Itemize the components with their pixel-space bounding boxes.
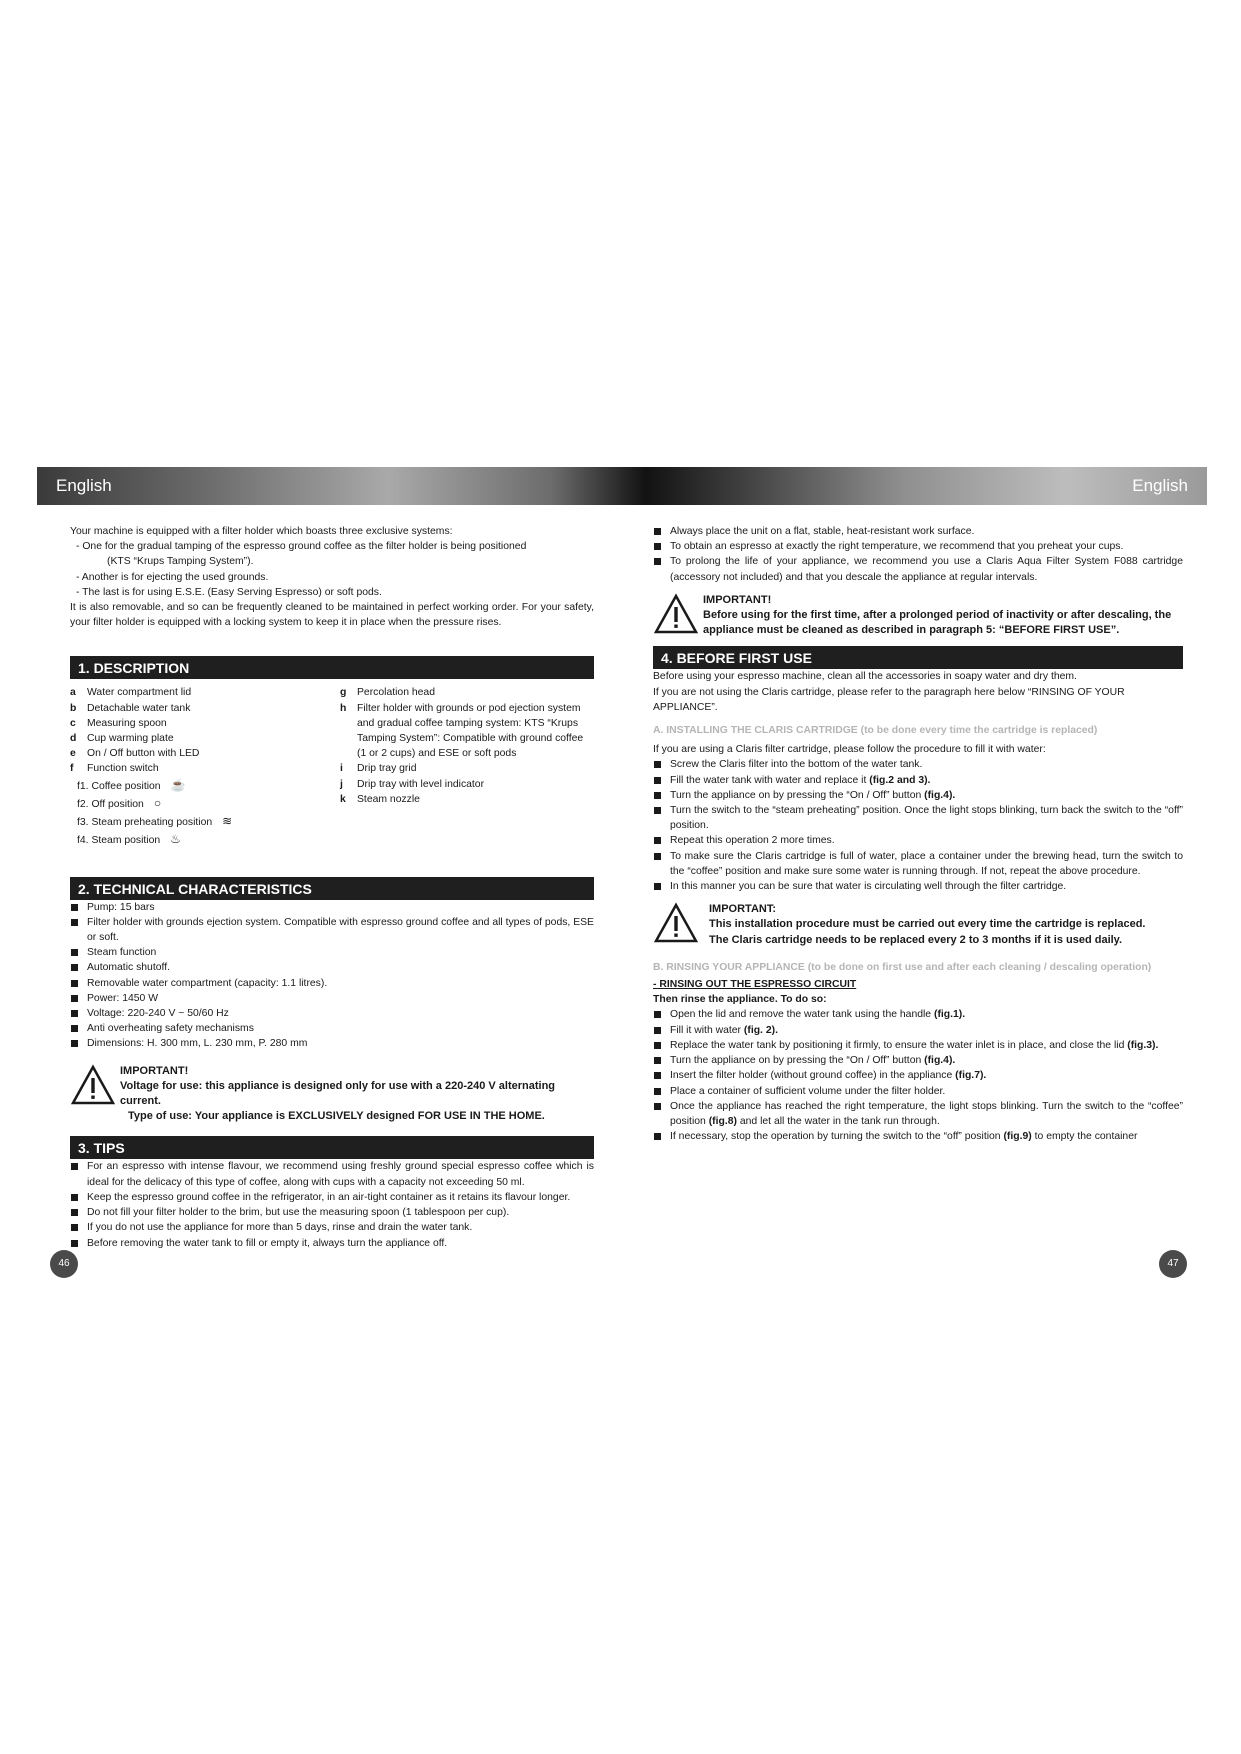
list-item xyxy=(70,960,594,975)
bullet-square xyxy=(71,1209,78,1216)
list-item-text: Power: 1450 W xyxy=(87,992,159,1004)
list-item-text: If necessary, stop the operation by turning the switch to the “off” position xyxy=(670,1131,1004,1143)
list-item xyxy=(653,757,1183,772)
bullet-square xyxy=(71,1163,78,1170)
language-label-right: English xyxy=(1132,476,1188,495)
item-label: On / Off button with LED xyxy=(87,748,200,760)
bullet-square xyxy=(71,1240,78,1247)
list-item-text: Removable water compartment (capacity: 1.1 litres). xyxy=(87,977,328,989)
list-item xyxy=(70,1021,594,1036)
warning-title: IMPORTANT: xyxy=(709,903,777,916)
warning-triangle-icon xyxy=(653,593,699,635)
circle-icon: ○ xyxy=(153,795,162,810)
section-heading-technical: 2. TECHNICAL CHARACTERISTICS xyxy=(70,877,594,900)
list-item-text: Before removing the water tank to fill or empty it, always turn the appliance off. xyxy=(87,1237,448,1249)
description-item xyxy=(70,716,324,731)
list-item xyxy=(653,1007,1183,1022)
bullet-square xyxy=(71,1224,78,1231)
list-item xyxy=(653,773,1183,788)
paragraph: Before using your espresso machine, clean all the accessories in soapy water and dry them. xyxy=(653,671,1077,683)
item-label: Measuring spoon xyxy=(87,717,167,729)
list-item-text: Automatic shutoff. xyxy=(87,962,170,974)
warning-text: Before using for the first time, after a prolonged period of inactivity or after descaling, the appliance must be cleaned as described in paragraph 5: “BEFORE FIRST USE”. xyxy=(703,609,1172,637)
list-item-text: Turn the switch to the “steam preheating” position. Once the light stops blinking, turn back the switch to the “off” position. xyxy=(670,805,1183,832)
tips-list xyxy=(70,1159,594,1250)
bullet-square xyxy=(654,1011,661,1018)
list-item-text: Repeat this operation 2 more times. xyxy=(670,835,835,847)
description-item xyxy=(70,746,324,761)
bullet-square xyxy=(654,558,661,565)
page-number-right: 47 xyxy=(1159,1250,1187,1278)
list-item xyxy=(70,900,594,915)
subheading-circuit: - RINSING OUT THE ESPRESSO CIRCUIT xyxy=(653,979,857,991)
list-item xyxy=(70,1006,594,1021)
list-item-text: Screw the Claris filter into the bottom of the water tank. xyxy=(670,759,923,771)
description-item xyxy=(340,685,594,700)
list-item xyxy=(70,1236,594,1251)
bullet-square xyxy=(654,883,661,890)
figure-ref: (fig.3). xyxy=(1127,1039,1159,1051)
figure-ref: (fig.7). xyxy=(955,1070,987,1082)
bullet-square xyxy=(654,543,661,550)
bullet-square xyxy=(71,1025,78,1032)
list-item xyxy=(653,1068,1183,1083)
subheading-rinsing: B. RINSING YOUR APPLIANCE (to be done on first use and after each cleaning / descaling operation) xyxy=(653,961,1152,973)
warning-text: Voltage for use: this appliance is designed only for use with a 220-240 V alternating current. xyxy=(120,1079,556,1108)
list-item-text: To prolong the life of your appliance, we recommend you use a Claris Aqua Filter System F088 cartridge (accessory not included) and that you descale the appliance at regular intervals. xyxy=(670,556,1183,583)
section-heading-description: 1. DESCRIPTION xyxy=(70,656,594,679)
description-list xyxy=(70,685,594,848)
description-item xyxy=(340,701,594,762)
list-item-text: Fill it with water xyxy=(670,1024,744,1036)
bullet-square xyxy=(71,1010,78,1017)
paragraph: If you are not using the Claris cartridge, please refer to the paragraph here below “RINSING OF YOUR APPLIANCE”. xyxy=(653,686,1125,713)
description-item xyxy=(340,761,594,776)
steam-cloud-icon: ♨ xyxy=(170,831,181,846)
list-item-text: Steam function xyxy=(87,947,157,959)
item-key: e xyxy=(70,748,76,760)
item-label: Water compartment lid xyxy=(87,687,192,699)
list-item xyxy=(653,1053,1183,1068)
warning-title: IMPORTANT! xyxy=(703,593,772,606)
item-key: f xyxy=(70,763,74,775)
warning-triangle-icon xyxy=(653,902,699,944)
list-item xyxy=(653,1038,1183,1053)
bullet-square xyxy=(71,995,78,1002)
bullet-square xyxy=(654,792,661,799)
list-item xyxy=(70,1205,594,1220)
list-item xyxy=(70,1190,594,1205)
list-item-text: Replace the water tank by positioning it firmly, to ensure the water inlet is in place, and close the lid xyxy=(670,1039,1128,1051)
warning-box xyxy=(653,593,1183,639)
list-item xyxy=(653,803,1183,833)
list-item-text: Turn the appliance on by pressing the “On / Off” button xyxy=(670,789,925,801)
item-label: Detachable water tank xyxy=(87,702,191,714)
function-position-item xyxy=(70,795,324,813)
intro-bullet: - One for the gradual tamping of the espresso ground coffee as the filter holder is being positioned xyxy=(76,541,527,553)
section-heading-tips: 3. TIPS xyxy=(70,1136,594,1159)
warning-box xyxy=(70,1064,594,1125)
left-page xyxy=(70,524,594,1251)
paragraph: Then rinse the appliance. To do so: xyxy=(653,994,827,1006)
subheading-installing: A. INSTALLING THE CLARIS CARTRIDGE (to be done every time the cartridge is replaced) xyxy=(653,725,1098,737)
section-heading-before-first-use: 4. BEFORE FIRST USE xyxy=(653,646,1183,669)
technical-list xyxy=(70,900,594,1052)
item-key: d xyxy=(70,733,77,745)
list-item-text: Pump: 15 bars xyxy=(87,901,155,913)
language-label-left: English xyxy=(56,476,112,495)
description-item xyxy=(340,792,594,807)
rinsing-steps xyxy=(653,1007,1183,1144)
list-item-text: Turn the appliance on by pressing the “On / Off” button xyxy=(670,1055,925,1067)
function-position-item xyxy=(70,813,324,831)
list-item-text: If you do not use the appliance for more than 5 days, rinse and drain the water tank. xyxy=(87,1222,473,1234)
bullet-square xyxy=(71,919,78,926)
list-item xyxy=(70,991,594,1006)
bullet-square xyxy=(654,837,661,844)
warning-triangle-icon xyxy=(70,1064,116,1106)
intro-bullet: - The last is for using E.S.E. (Easy Serving Espresso) or soft pods. xyxy=(76,586,382,598)
figure-ref: (fig.1). xyxy=(933,1009,966,1021)
list-item xyxy=(653,539,1183,554)
list-item-text: In this manner you can be sure that water is circulating well through the filter cartridge. xyxy=(670,881,1067,893)
list-item xyxy=(70,1036,594,1051)
bullet-square xyxy=(654,853,661,860)
description-item xyxy=(340,777,594,792)
installing-steps xyxy=(653,757,1183,894)
item-label: f1. Coffee position xyxy=(77,780,161,792)
warning-text: This installation procedure must be carried out every time the cartridge is replaced. xyxy=(709,918,1146,931)
bullet-square xyxy=(71,1194,78,1201)
bullet-square xyxy=(654,807,661,814)
list-item xyxy=(653,788,1183,803)
warning-text: Type of use: Your appliance is EXCLUSIVELY designed FOR USE IN THE HOME. xyxy=(128,1110,545,1123)
description-item xyxy=(70,731,324,746)
item-label: Steam nozzle xyxy=(357,793,420,805)
intro-paragraph: Your machine is equipped with a filter holder which boasts three exclusive systems: xyxy=(70,526,453,537)
list-item-text: Do not fill your filter holder to the brim, but use the measuring spoon (1 tablespoon per cup). xyxy=(87,1207,510,1219)
bullet-square xyxy=(654,777,661,784)
figure-ref: (fig.2 and 3). xyxy=(869,774,931,786)
figure-ref: (fig.9) xyxy=(1003,1131,1032,1143)
list-item-text: Keep the espresso ground coffee in the refrigerator, in an air-tight container as it retains its flavour longer. xyxy=(87,1191,571,1203)
paragraph: If you are using a Claris filter cartridge, please follow the procedure to fill it with water: xyxy=(653,744,1046,756)
list-item xyxy=(70,915,594,945)
list-item-text: To obtain an espresso at exactly the right temperature, we recommend that you preheat your cups. xyxy=(670,541,1124,553)
list-item-text: Insert the filter holder (without ground coffee) in the appliance xyxy=(670,1070,956,1082)
list-item xyxy=(653,833,1183,848)
bullet-square xyxy=(654,1057,661,1064)
item-label: Cup warming plate xyxy=(87,733,174,745)
item-label: Filter holder with grounds or pod ejection system and gradual coffee tamping system: KTS “Krups Tamping System”: Compatible with ground coffee (1 or 2 cups) and ESE or soft pods xyxy=(357,702,584,760)
page-number-left: 46 xyxy=(50,1250,78,1278)
bullet-square xyxy=(654,761,661,768)
description-item xyxy=(70,701,324,716)
item-label: f2. Off position xyxy=(77,798,144,810)
list-item xyxy=(70,1159,594,1189)
list-item-text: and let all the water in the tank run through. xyxy=(736,1115,940,1127)
warning-title: IMPORTANT! xyxy=(120,1064,189,1077)
bullet-square xyxy=(71,964,78,971)
list-item xyxy=(653,1129,1183,1144)
list-item-text: Open the lid and remove the water tank using the handle xyxy=(670,1009,934,1021)
list-item-text: Fill the water tank with water and replace it xyxy=(670,774,870,786)
list-item xyxy=(653,554,1183,584)
bullet-square xyxy=(654,1103,661,1110)
right-page xyxy=(653,524,1183,1144)
list-item xyxy=(653,524,1183,539)
bullet-square xyxy=(654,1027,661,1034)
list-item xyxy=(70,1220,594,1235)
header-banner xyxy=(37,467,1207,505)
function-position-item xyxy=(70,831,324,849)
bullet-square xyxy=(654,1088,661,1095)
item-key: h xyxy=(340,702,347,714)
item-label: Drip tray with level indicator xyxy=(357,778,485,790)
item-label: Function switch xyxy=(87,763,159,775)
list-item-text: to empty the container xyxy=(1031,1131,1138,1143)
item-key: j xyxy=(340,778,343,790)
description-item xyxy=(70,761,324,776)
warning-box xyxy=(653,902,1183,948)
bullet-square xyxy=(71,1040,78,1047)
bullet-square xyxy=(654,528,661,535)
general-list xyxy=(653,524,1183,585)
intro-bullet-cont: (KTS “Krups Tamping System”). xyxy=(107,556,254,568)
bullet-square xyxy=(71,949,78,956)
list-item-text: For an espresso with intense flavour, we recommend using freshly ground special espresso coffee which is ideal for the delicacy of this type of coffee, along with cups with a capacity not exceeding 50 ml. xyxy=(87,1161,594,1188)
intro-paragraph: It is also removable, and so can be frequently cleaned to be maintained in perfect working order. For your safety, your filter holder is equipped with a locking system to keep it in place when the pressure rises. xyxy=(70,602,594,629)
bullet-square xyxy=(71,980,78,987)
figure-ref: (fig.8) xyxy=(708,1115,737,1127)
list-item xyxy=(653,879,1183,894)
bullet-square xyxy=(71,904,78,911)
list-item xyxy=(653,1099,1183,1129)
list-item-text: Anti overheating safety mechanisms xyxy=(87,1023,254,1035)
warning-text: The Claris cartridge needs to be replaced every 2 to 3 months if it is used daily. xyxy=(709,933,1123,946)
list-item-text: Voltage: 220-240 V ~ 50/60 Hz xyxy=(87,1008,229,1020)
item-key: g xyxy=(340,687,347,699)
bullet-square xyxy=(654,1133,661,1140)
item-label: Percolation head xyxy=(357,687,435,699)
list-item xyxy=(653,1023,1183,1038)
item-label: Drip tray grid xyxy=(357,763,417,775)
list-item-text: Dimensions: H. 300 mm, L. 230 mm, P. 280 mm xyxy=(87,1038,308,1050)
function-position-item xyxy=(70,777,324,795)
list-item-text: To make sure the Claris cartridge is full of water, place a container under the brewing head, turn the switch to the “coffee” position and make sure some water is running through. If not, repeat the above procedure. xyxy=(670,850,1183,877)
figure-ref: (fig.4). xyxy=(924,789,956,801)
list-item xyxy=(70,976,594,991)
list-item xyxy=(70,945,594,960)
item-key: c xyxy=(70,717,76,729)
list-item-text: Filter holder with grounds ejection system. Compatible with espresso ground coffee and all types of pods, ESE or soft. xyxy=(87,916,594,944)
bullet-square xyxy=(654,1072,661,1079)
description-item xyxy=(70,685,324,700)
list-item xyxy=(653,849,1183,879)
figure-ref: (fig. 2). xyxy=(743,1024,778,1036)
steam-wave-icon: ≋ xyxy=(222,813,233,828)
intro-bullet: - Another is for ejecting the used grounds. xyxy=(76,571,269,583)
bullet-square xyxy=(654,1042,661,1049)
coffee-cup-icon: ☕ xyxy=(170,777,186,792)
list-item-text: Place a container of sufficient volume under the filter holder. xyxy=(670,1085,946,1097)
item-label: f3. Steam preheating position xyxy=(77,816,213,828)
item-label: f4. Steam position xyxy=(77,834,161,846)
item-key: a xyxy=(70,687,76,699)
list-item-text: Always place the unit on a flat, stable, heat-resistant work surface. xyxy=(670,526,975,537)
item-key: i xyxy=(340,763,343,775)
item-key: k xyxy=(340,793,346,805)
item-key: b xyxy=(70,702,77,714)
figure-ref: (fig.4). xyxy=(924,1055,956,1067)
list-item-text: Once the appliance has reached the right temperature, the light stops blinking. Turn the switch to the “coffee” position xyxy=(670,1100,1183,1127)
list-item xyxy=(653,1084,1183,1099)
